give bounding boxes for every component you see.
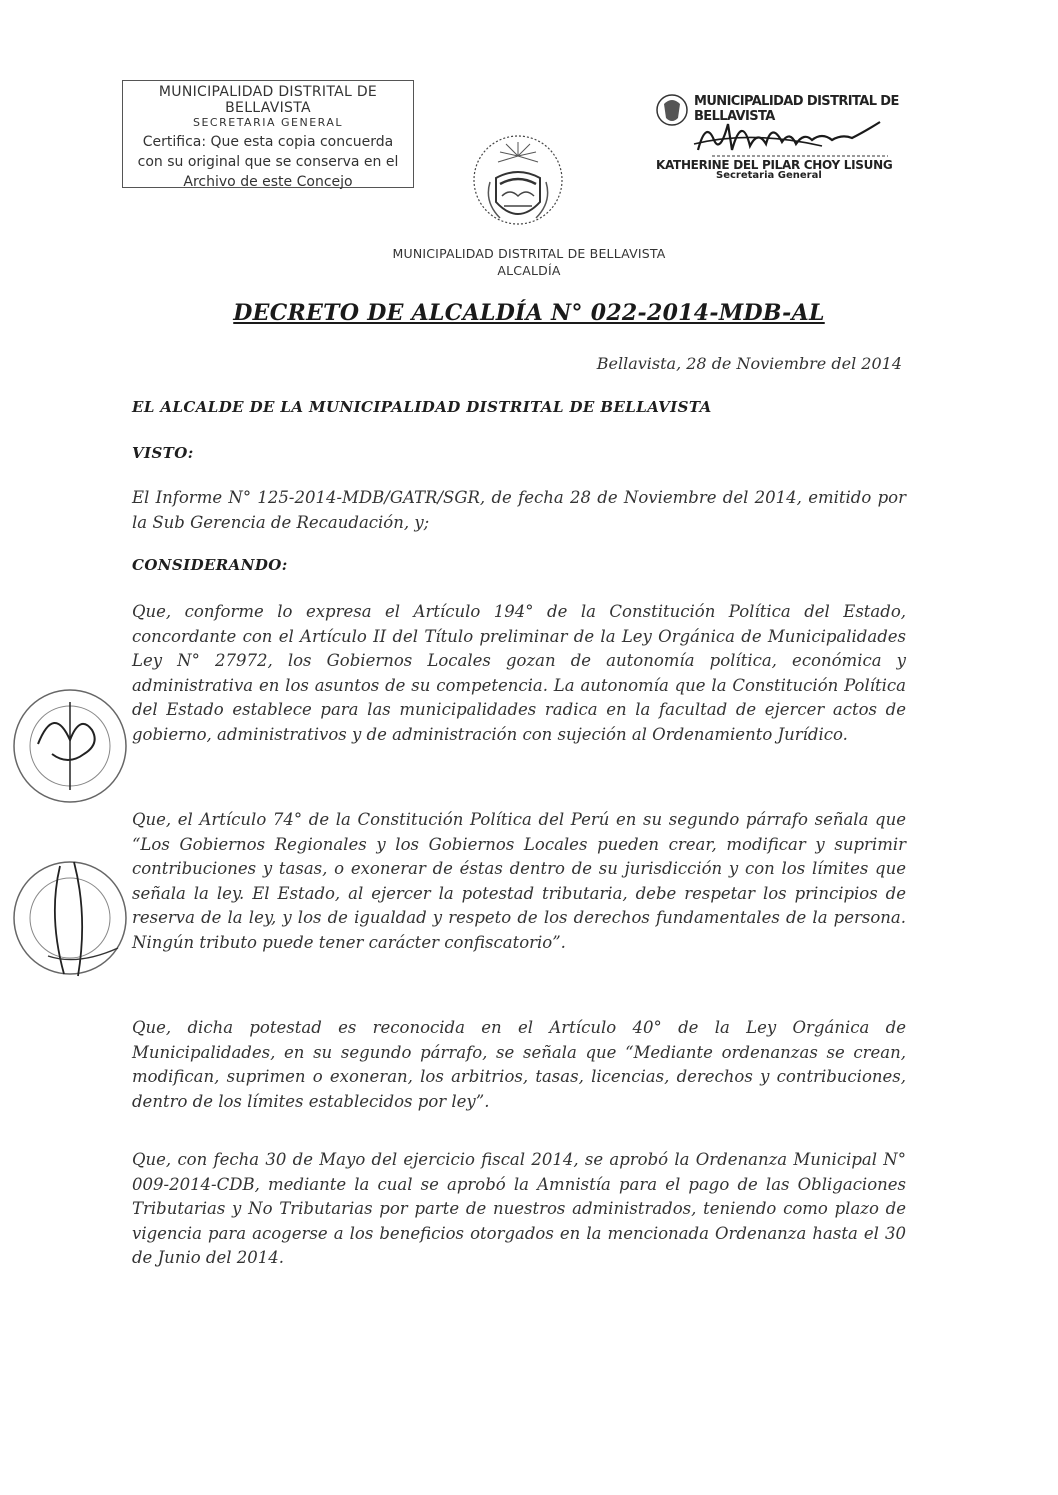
- header-municipality: MUNICIPALIDAD DISTRITAL DE BELLAVISTA: [392, 246, 666, 261]
- decree-date: Bellavista, 28 de Noviembre del 2014: [596, 354, 902, 373]
- decree-title: DECRETO DE ALCALDÍA N° 022-2014-MDB-AL: [233, 300, 825, 326]
- certification-stamp: [122, 80, 414, 188]
- signature-stamp-name: KATHERINE DEL PILAR CHOY LISUNG: [656, 158, 893, 172]
- heading-considerando: CONSIDERANDO:: [132, 556, 288, 574]
- certification-stamp-org: MUNICIPALIDAD DISTRITAL DE BELLAVISTA: [158, 84, 378, 116]
- municipal-coat-of-arms-icon: [470, 122, 566, 242]
- certification-stamp-text-2: con su original que se conserva en el: [137, 154, 399, 170]
- considerando-paragraph-3: Que, dicha potestad es reconocida en el Artículo 40° de la Ley Orgánica de Municipalidades, en su segundo párrafo, se señala que “Mediante ordenanzas se crean, modifican, suprimen o exoneran, los arbitrios, tasas, licencias, derechos y contribuciones, dentro de los límites establecidos por ley”.: [132, 1018, 906, 1111]
- signature-stamp: [648, 84, 908, 182]
- shield-emblem-icon: [652, 90, 692, 130]
- certification-stamp-text-1: Certifica: Que esta copia concuerda: [142, 134, 394, 150]
- mayor-seal-icon: [8, 856, 132, 980]
- handwritten-signature-icon: [692, 110, 892, 162]
- header-office: ALCALDÍA: [497, 263, 561, 278]
- considerando-paragraph-1: Que, conforme lo expresa el Artículo 194° de la Constitución Política del Estado, concordante con el Artículo II del Título preliminar de la Ley Orgánica de Municipalidades Ley N° 27972, los Gobiernos Locales gozan de autonomía política, económica y administrativa en los asuntos de su competencia. La autonomía que la Constitución Política del Estado establece para las municipalidades radica en la facultad de ejercer actos de gobierno, administrativos y de administración con sujeción al Ordenamiento Jurídico.: [132, 602, 906, 744]
- considerando-paragraph-2: Que, el Artículo 74° de la Constitución Política del Perú en su segundo párrafo señala que “Los Gobiernos Regionales y los Gobiernos Locales pueden crear, modificar y suprimir contribuciones y tasas, o exonerar de éstas dentro de su jurisdicción y con los límites que señala la ley. El Estado, al ejercer la potestad tributaria, debe respetar los principios de reserva de la ley, y los de igualdad y respeto de los derechos fundamentales de la persona. Ningún tributo puede tener carácter confiscatorio”.: [132, 810, 906, 952]
- signature-stamp-org: MUNICIPALIDAD DISTRITAL DE BELLAVISTA: [694, 94, 899, 124]
- signature-stamp-role: Secretaria General: [716, 170, 822, 181]
- visto-paragraph: El Informe N° 125-2014-MDB/GATR/SGR, de fecha 28 de Noviembre del 2014, emitido por la Sub Gerencia de Recaudación, y;: [132, 488, 906, 532]
- considerando-paragraph-4: Que, con fecha 30 de Mayo del ejercicio fiscal 2014, se aprobó la Ordenanza Municipal N° 009-2014-CDB, mediante la cual se aprobó la Amnistía para el pago de las Obligaciones Tributarias y No Tributarias por parte de nuestros administrados, teniendo como plazo de vigencia para acogerse a los beneficios otorgados en la mencionada Ordenanza hasta el 30 de Junio del 2014.: [132, 1150, 906, 1267]
- heading-visto: VISTO:: [132, 444, 194, 462]
- certification-stamp-text-3: Archivo de este Concejo: [183, 174, 353, 190]
- certification-stamp-office: SECRETARIA GENERAL: [192, 116, 343, 129]
- heading-mayor: EL ALCALDE DE LA MUNICIPALIDAD DISTRITAL DE BELLAVISTA: [132, 398, 712, 416]
- secretary-seal-icon: [8, 684, 132, 808]
